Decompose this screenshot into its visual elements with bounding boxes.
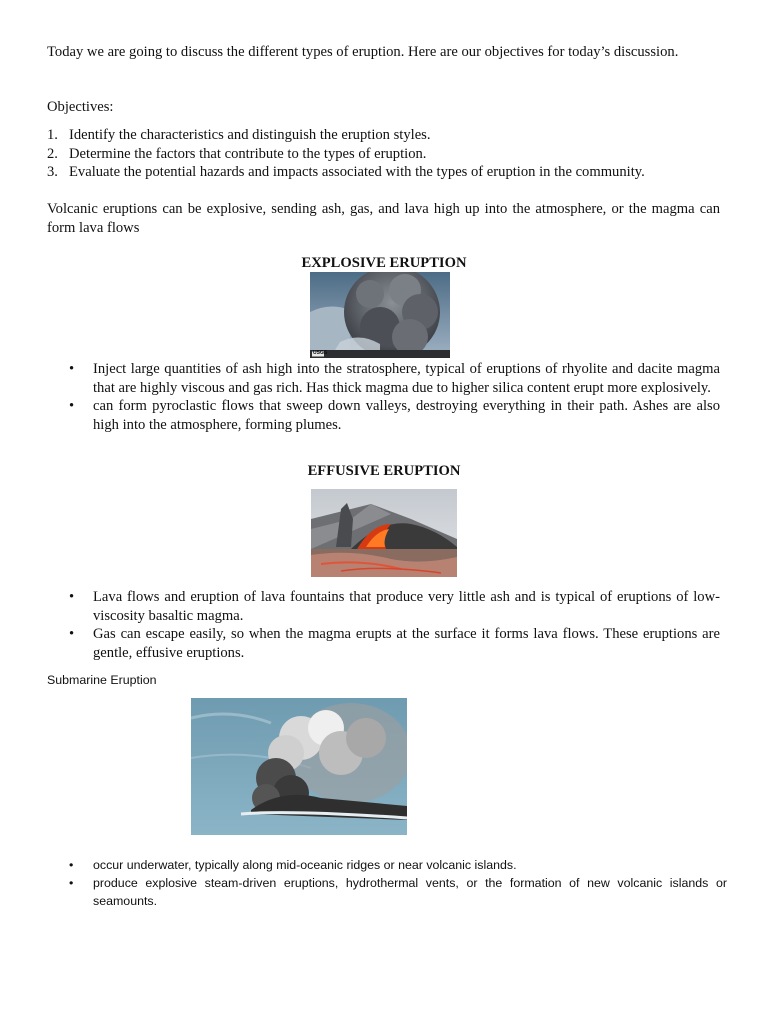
usgs-credit: USGS: [313, 350, 328, 356]
objective-text: Evaluate the potential hazards and impacts associated with the types of eruption in the community.: [69, 164, 645, 180]
list-item: [47, 625, 720, 662]
bullet-icon: •: [69, 876, 74, 890]
submarine-eruption-image: [191, 698, 407, 835]
bullet-icon: •: [69, 398, 75, 414]
volcanic-eruptions-paragraph: Volcanic eruptions can be explosive, sending ash, gas, and lava high up into the atmosphere, or the magma can form lava flows: [47, 201, 720, 236]
intro-paragraph: Today we are going to discuss the different types of eruption. Here are our objectives for today’s discussion.: [47, 44, 679, 60]
objective-item: [47, 145, 727, 164]
bullet-text: occur underwater, typically along mid-oceanic ridges or near volcanic islands.: [93, 858, 517, 872]
objectives-list: [47, 126, 727, 182]
bullet-text: Gas can escape easily, so when the magma erupts at the surface it forms lava flows. These eruptions are gentle, effusive eruptions.: [93, 626, 720, 661]
explosive-bullet-list: [47, 360, 720, 434]
explosive-heading: EXPLOSIVE ERUPTION: [301, 255, 467, 271]
objective-item: [47, 126, 727, 145]
bullet-icon: •: [69, 858, 74, 872]
bullet-icon: •: [69, 361, 75, 377]
bullet-text: Inject large quantities of ash high into the stratosphere, typical of eruptions of rhyolite and dacite magma that are highly viscous and gas rich. Has thick magma due to higher silica content erupt more explosively.: [93, 361, 720, 396]
objective-number: 2.: [47, 145, 58, 162]
bullet-icon: •: [69, 589, 75, 605]
bullet-icon: •: [69, 626, 75, 642]
objective-number: 1.: [47, 127, 58, 143]
objective-text: Determine the factors that contribute to the types of eruption.: [69, 145, 427, 162]
list-item: [47, 360, 720, 397]
list-item: [47, 397, 720, 434]
submarine-bullet-list: [47, 856, 727, 910]
effusive-heading: EFFUSIVE ERUPTION: [307, 463, 461, 479]
submarine-eruption-label: Submarine Eruption: [47, 673, 157, 687]
bullet-text: Lava flows and eruption of lava fountains that produce very little ash and is typical of eruptions of low-viscosity basaltic magma.: [93, 589, 720, 624]
effusive-eruption-image: [311, 489, 457, 577]
objectives-title: Objectives:: [47, 99, 114, 115]
list-item: [47, 874, 727, 910]
list-item: [47, 588, 720, 625]
list-item: [47, 856, 727, 874]
objective-item: [47, 163, 727, 182]
objective-text: Identify the characteristics and distinguish the eruption styles.: [69, 127, 431, 143]
explosive-eruption-image: [310, 272, 450, 358]
bullet-text: produce explosive steam-driven eruptions, hydrothermal vents, or the formation of new volcanic islands or seamounts.: [93, 876, 727, 908]
bullet-text: can form pyroclastic flows that sweep down valleys, destroying everything in their path. Ashes are also high into the atmosphere, forming plumes.: [93, 398, 720, 433]
objective-number: 3.: [47, 164, 58, 180]
effusive-bullet-list: [47, 588, 720, 662]
